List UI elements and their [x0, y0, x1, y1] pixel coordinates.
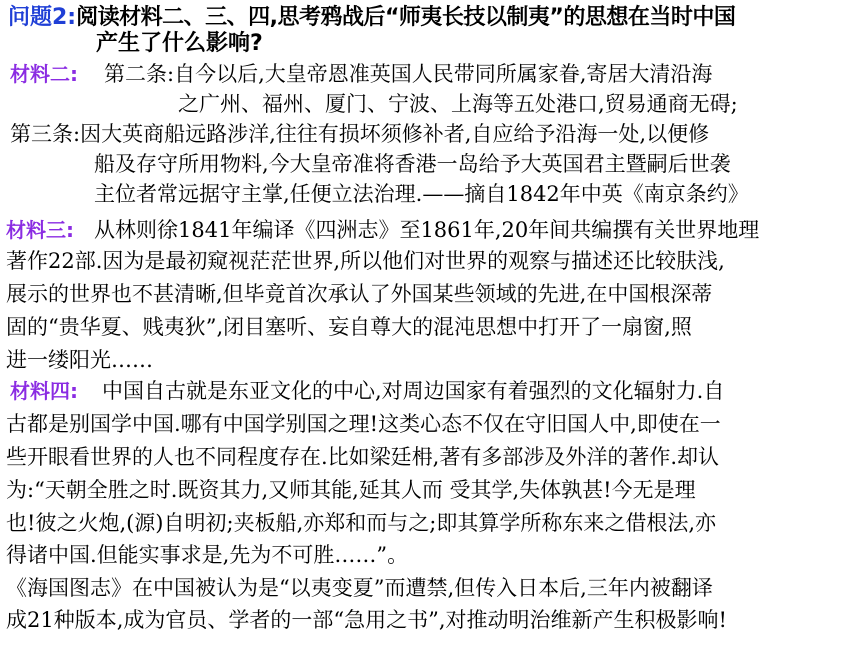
- tail-line-2: 成21种版本,成为官员、学者的一部“急用之书”,对推动明治维新产生积极影响!: [6, 608, 727, 632]
- m3-label: 材料三:: [6, 218, 74, 242]
- question-text-1: 阅读材料二、三、四,思考鸦战后“师夷长技以制夷”的思想在当时中国: [76, 5, 736, 30]
- m3-line-2: 著作22部.因为是最初窥视茫茫世界,所以他们对世界的观察与描述还比较肤浅,: [6, 249, 725, 273]
- m4-line-5: 也!彼之火炮,(源)自明初;夹板船,亦郑和而与之;即其算学所称东来之借根法,亦: [6, 511, 716, 535]
- m3-text-1: 从林则徐1841年编译《四洲志》至1861年,20年间共编撰有关世界地理: [94, 218, 760, 242]
- m3-line-1: [6, 216, 759, 244]
- m4-line-1: [10, 377, 724, 405]
- m2-text-1: 第二条:自今以后,大皇帝恩准英国人民带同所属家眷,寄居大清沿海: [104, 62, 713, 86]
- m2-line-3: 第三条:因大英商船远路涉洋,往往有损坏须修补者,自应给予沿海一处,以便修: [10, 122, 710, 146]
- m4-line-6: 得诸中国.但能实事求是,先为不可胜……”。: [6, 543, 409, 567]
- m4-label: 材料四:: [10, 379, 78, 403]
- m2-line-5: 主位者常远据守主掌,任便立法治理.——摘自1842年中英《南京条约》: [94, 182, 749, 206]
- question-line-2: 产生了什么影响?: [96, 31, 263, 56]
- m4-line-3: 些开眼看世界的人也不同程度存在.比如梁廷枏,著有多部涉及外洋的著作.却认: [6, 445, 720, 469]
- tail-line-1: 《海国图志》在中国被认为是“以夷变夏”而遭禁,但传入日本后,三年内被翻译: [6, 576, 713, 600]
- m2-line-1: [10, 60, 712, 88]
- m3-line-4: 固的“贵华夏、贱夷狄”,闭目塞听、妄自尊大的混沌思想中打开了一扇窗,照: [6, 315, 692, 339]
- m2-line-2: 之广州、福州、厦门、宁波、上海等五处港口,贸易通商无碍;: [178, 92, 738, 116]
- question-label: 问题2:: [8, 5, 77, 30]
- m4-line-2: 古都是别国学中国.哪有中国学别国之理!这类心态不仅在守旧国人中,即使在一: [6, 412, 721, 436]
- m2-label: 材料二:: [10, 62, 78, 86]
- m4-text-1: 中国自古就是东亚文化的中心,对周边国家有着强烈的文化辐射力.自: [102, 379, 725, 403]
- m2-line-4: 船及存守所用物料,今大皇帝准将香港一岛给予大英国君主暨嗣后世袭: [94, 152, 731, 176]
- question-line-1: [8, 4, 735, 32]
- m3-line-5: 进一缕阳光……: [6, 348, 153, 372]
- m3-line-3: 展示的世界也不甚清晰,但毕竟首次承认了外国某些领域的先进,在中国根深蒂: [6, 282, 713, 306]
- m4-line-4: 为:“天朝全胜之时.既资其力,又师其能,延其人而 受其学,失体孰甚!今无是理: [6, 478, 696, 502]
